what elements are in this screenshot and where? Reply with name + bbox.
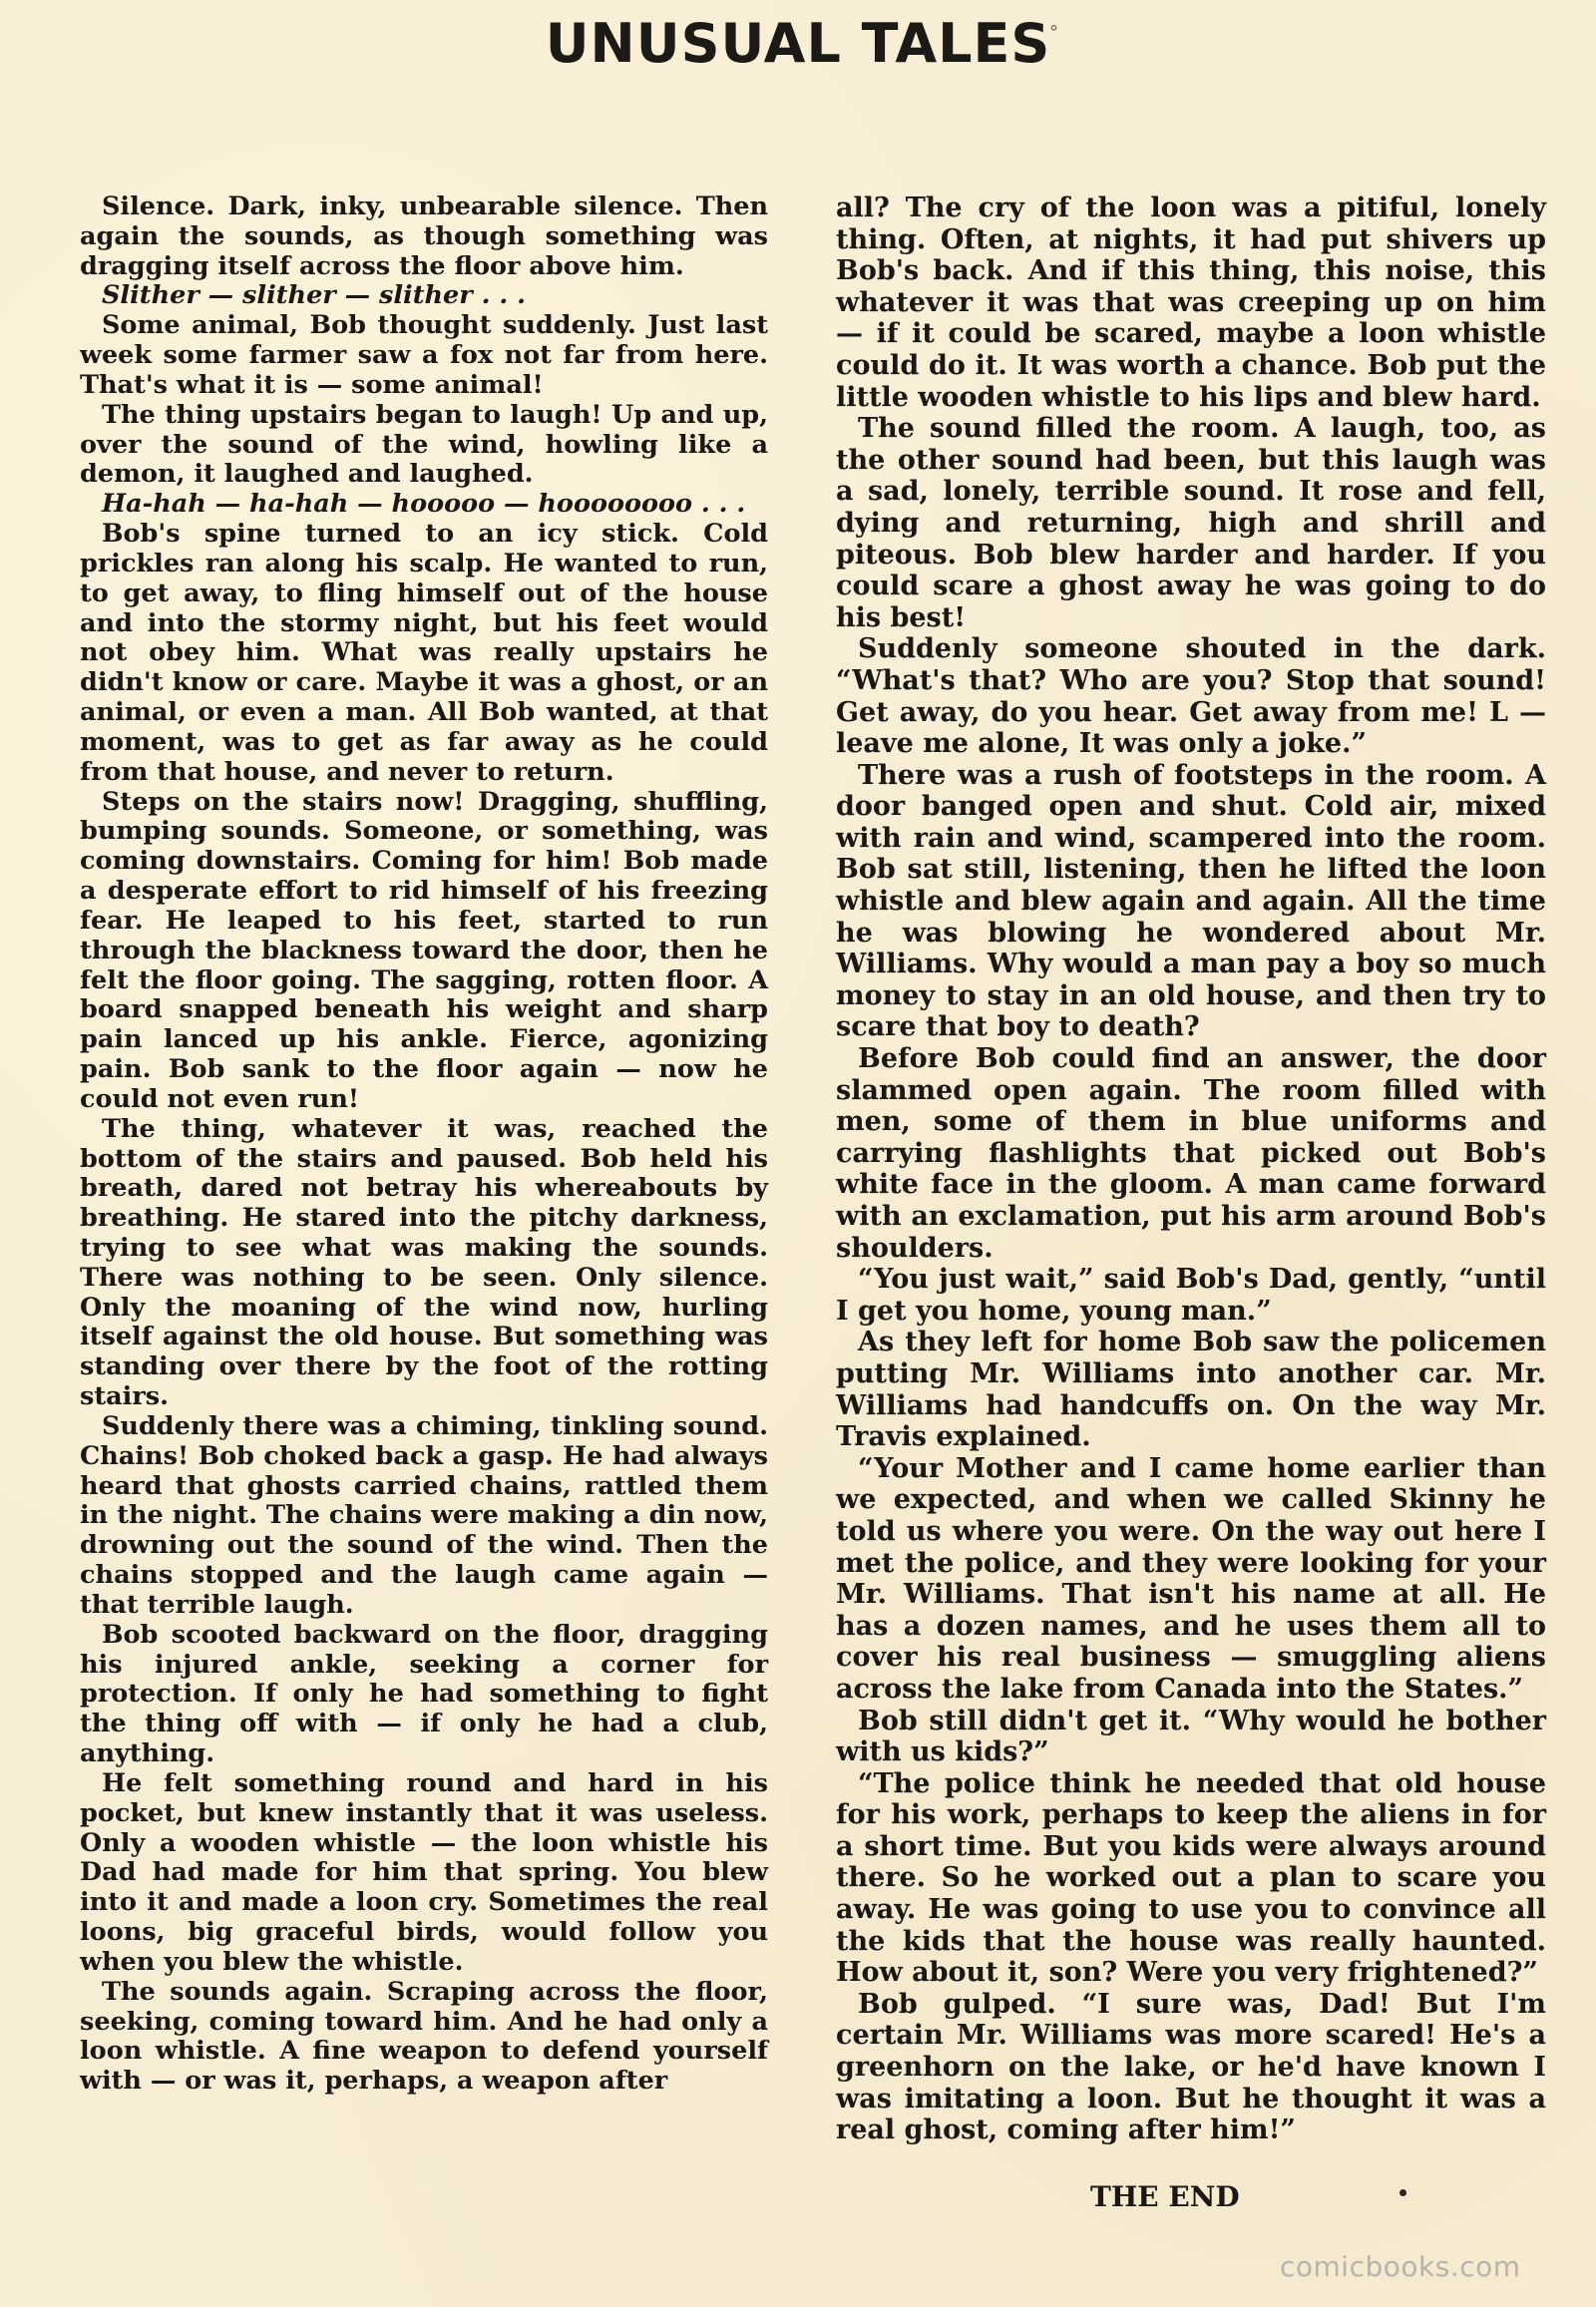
story-paragraph: The sound filled the room. A laugh, too, as the other sound had been, but this laugh was a sad, lonely, terrible sound. It rose and fell, dying and returning, high and shrill and piteous. Bob blew harder and harder. If you could scare a ghost away he was going to do his best! (836, 413, 1546, 633)
story-paragraph: The thing upstairs began to laugh! Up and up, over the sound of the wind, howling like a demon, it laughed and laughed. (80, 399, 768, 490)
story-paragraph: The sounds again. Scraping across the floor, seeking, coming toward him. And he had only a loon whistle. A fine weapon to defend yourself with — or was it, perhaps, a weapon after (80, 1976, 768, 2097)
story-paragraph: Bob's spine turned to an icy stick. Cold prickles ran along his scalp. He wanted to run, to get away, to fling himself out of the house and into the stormy night, but his feet would not obey him. What was really upstairs he didn't know or care. Maybe it was a ghost, or an animal, or even a man. All Bob wanted, at that moment, was to get as far away as he could from that house, and never to return. (80, 519, 768, 787)
story-paragraph: There was a rush of footsteps in the room. A door banged open and shut. Cold air, mixed with rain and wind, scampered into the room. Bob sat still, listening, then he lifted the loon whistle and blew again and again. All the time he was blowing he wondered about Mr. Williams. Why would a man pay a boy so much money to stay in an old house, and then try to scare that boy to death? (836, 759, 1546, 1043)
story-column-right (836, 192, 1546, 2146)
story-paragraph: Suddenly there was a chiming, tinkling sound. Chains! Bob choked back a gasp. He had always heard that ghosts carried chains, rattled them in the night. The chains were making a din now, drowning out the sound of the wind. Then the chains stopped and the laugh came again — that terrible laugh. (80, 1410, 768, 1620)
story-paragraph: Bob gulped. “I sure was, Dad! But I'm certain Mr. Williams was more scared! He's a greenhorn on the lake, or he'd have known I was imitating a loon. But he thought it was a real ghost, coming after him!” (836, 1988, 1546, 2146)
site-watermark: comicbooks.com (1280, 2250, 1521, 2283)
story-paragraph: Bob scooted backward on the floor, dragging his injured ankle, seeking a corner for protection. If only he had something to fight the thing off with — if only he had a club, anything. (80, 1619, 768, 1769)
story-paragraph: “You just wait,” said Bob's Dad, gently, “until I get you home, young man.” (836, 1264, 1546, 1327)
story-paragraph: As they left for home Bob saw the policemen putting Mr. Williams into another car. Mr. Williams had handcuffs on. On the way Mr. Travis explained. (836, 1327, 1546, 1453)
ink-speck: ° (1049, 22, 1058, 43)
story-paragraph: Before Bob could find an answer, the door slammed open again. The room filled with men, some of them in blue uniforms and carrying flashlights that picked out Bob's white face in the gloom. A man came forward with an exclamation, put his arm around Bob's shoulders. (836, 1043, 1546, 1264)
ink-dot (1399, 2189, 1406, 2196)
story-ending: THE END (1090, 2180, 1240, 2213)
story-paragraph: “The police think he needed that old house for his work, perhaps to keep the aliens in for a short time. But you kids were always around there. So he worked out a plan to scare you away. He was going to use you to convince all the kids that the house was really haunted. How about it, son? Were you very frightened?” (836, 1767, 1546, 1989)
story-sound-effect: Slither — slither — slither . . . (102, 280, 526, 311)
story-paragraph: He felt something round and hard in his pocket, but knew instantly that it was useless. Only a wooden whistle — the loon whistle his Dad had made for him that spring. You blew into it and made a loon cry. Sometimes the real loons, big graceful birds, would follow you when you blew the whistle. (80, 1767, 768, 1977)
story-paragraph: Bob still didn't get it. “Why would he bother with us kids?” (836, 1705, 1546, 1768)
story-paragraph: The thing, whatever it was, reached the bottom of the stairs and paused. Bob held his breath, dared not betray his whereabouts by breathing. He stared into the pitchy darkness, trying to see what was making the sounds. There was nothing to be seen. Only silence. Only the moaning of the wind now, hurling itself against the old house. But something was standing over there by the foot of the rotting stairs. (80, 1113, 768, 1412)
story-paragraph: “Your Mother and I came home earlier than we expected, and when we called Skinny he told us where you were. On the way out here I met the police, and they were looking for your Mr. Williams. That isn't his name at all. He has a dozen names, and he uses them all to cover his real business — smuggling aliens across the lake from Canada into the States.” (836, 1452, 1546, 1705)
story-paragraph: Silence. Dark, inky, unbearable silence. Then again the sounds, as though something was dragging itself across the floor above him. (80, 192, 768, 281)
story-paragraph: Steps on the stairs now! Dragging, shuffling, bumping sounds. Someone, or something, was coming downstairs. Coming for him! Bob made a desperate effort to rid himself of his freezing fear. He leaped to his feet, started to run through the blackness toward the door, then he felt the floor going. The sagging, rotten floor. A board snapped beneath his weight and sharp pain lanced up his ankle. Fierce, agonizing pain. Bob sank to the floor again — now he could not even run! (80, 786, 768, 1114)
page-title: UNUSUAL TALES (545, 12, 1051, 75)
story-column-left (80, 192, 768, 2097)
story-paragraph: Suddenly someone shouted in the dark. “What's that? Who are you? Stop that sound! Get away, do you hear. Get away from me! L — leave me alone, It was only a joke.” (836, 633, 1546, 760)
story-paragraph: all? The cry of the loon was a pitiful, lonely thing. Often, at nights, it had put shivers up Bob's back. And if this thing, this noise, this whatever it was that was creeping up on him — if it could be scared, maybe a loon whistle could do it. It was worth a chance. Bob put the little wooden whistle to his lips and blew hard. (836, 192, 1546, 413)
story-paragraph: Some animal, Bob thought suddenly. Just last week some farmer saw a fox not far from here. That's what it is — some animal! (80, 310, 768, 400)
story-sound-effect: Ha-hah — ha-hah — hooooo — hoooooooo . . . (102, 489, 746, 520)
